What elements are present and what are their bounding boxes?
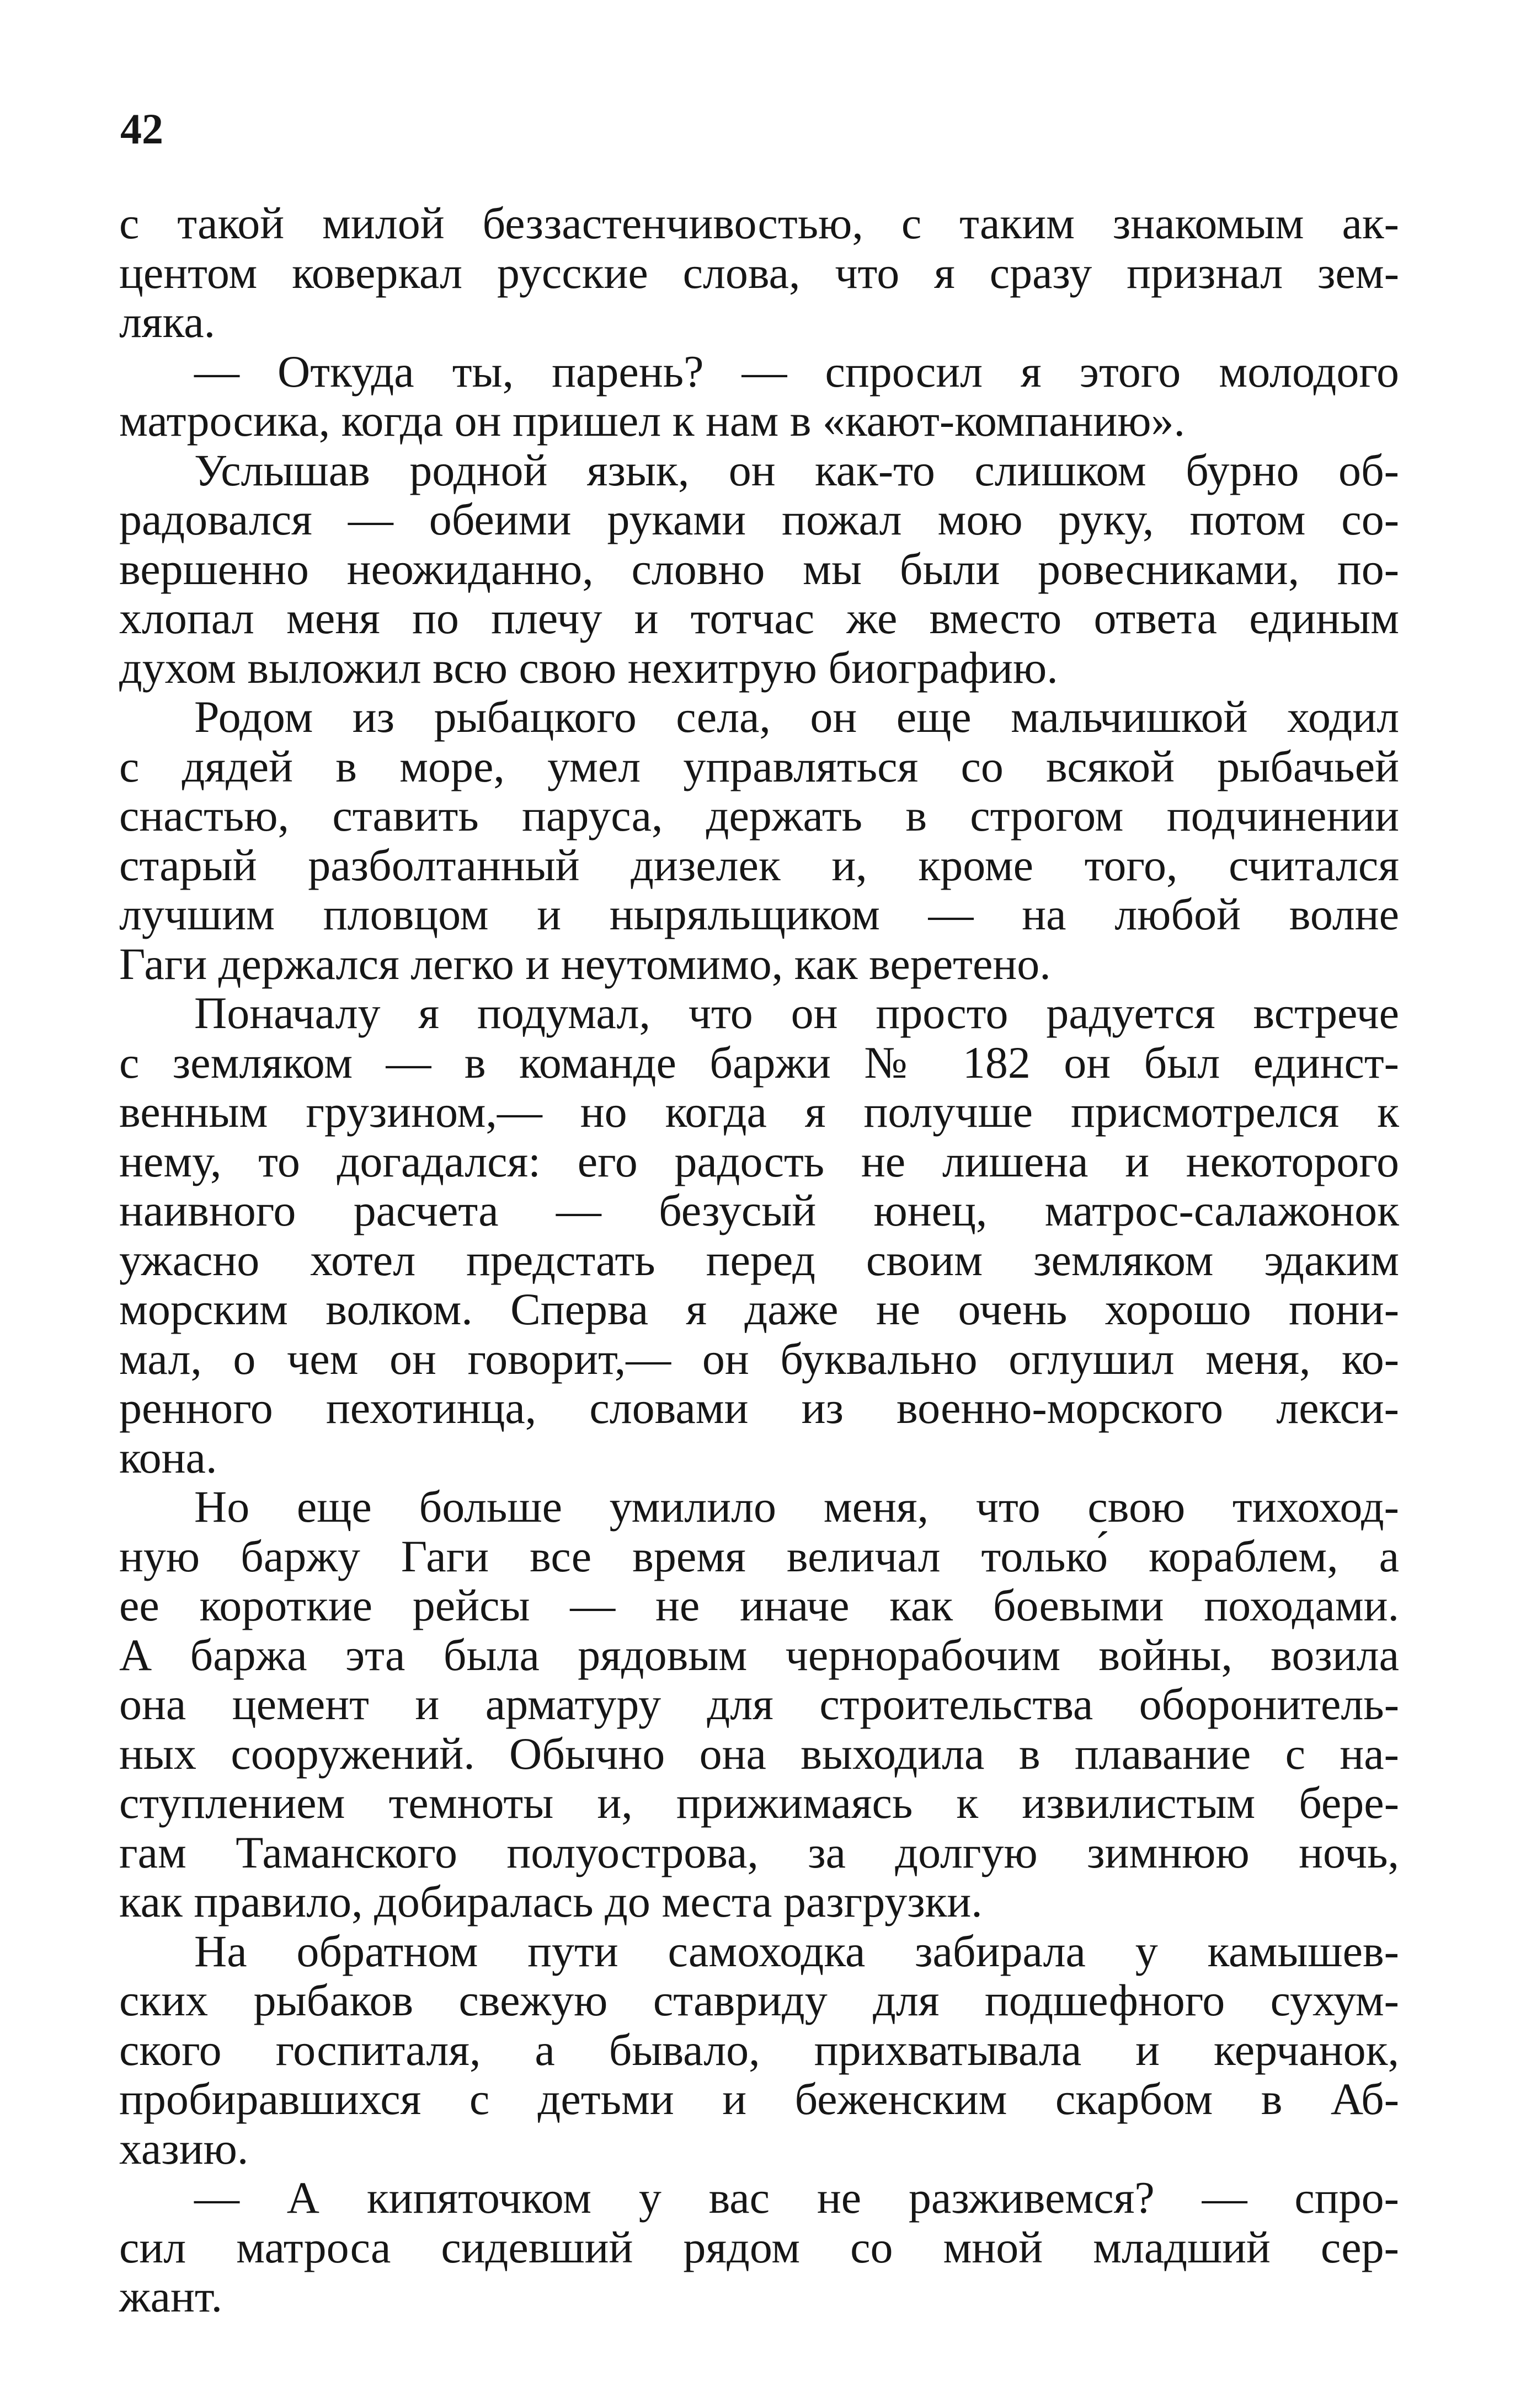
text-line: духом выложил всю свою нехитрую биографию. [119,642,1058,693]
text-line: нему, то догадался: его радость не лишена и некоторого [119,1136,1399,1186]
text-line: ужасно хотел предстать перед своим земляком эдаким [119,1234,1399,1285]
text-line: хлопал меня по плечу и тотчас же вместо ответа единым [119,593,1399,643]
text-line: радовался — обеими руками пожал мою руку, потом со- [119,494,1399,544]
text-line: старый разболтанный дизелек и, кроме того, считался [119,839,1399,890]
body-text [119,199,1399,2321]
text-line: ее короткие рейсы — не иначе как боевыми походами. [119,1580,1399,1630]
text-line: сил матроса сидевший рядом со мной младший сер- [119,2222,1399,2272]
text-line: с такой милой беззастенчивостью, с таким знакомым ак- [119,198,1399,248]
text-line: лучшим пловцом и ныряльщиком — на любой волне [119,889,1399,939]
text-line: с земляком — в команде баржи № 182 он был единст- [119,1037,1399,1088]
text-line: ского госпиталя, а бывало, прихватывала и керчанок, [119,2024,1399,2075]
text-line: жант. [119,2271,223,2321]
text-line: кона. [119,1432,217,1483]
text-line: матросика, когда он пришел к нам в «кают-компанию». [119,395,1186,446]
text-line: ных сооружений. Обычно она выходила в плавание с на- [119,1728,1399,1779]
text-line: Поначалу я подумал, что он просто радуется встрече [194,988,1399,1038]
text-line: венным грузином,— но когда я получше присмотрелся к [119,1087,1399,1137]
text-line: Услышав родной язык, он как-то слишком бурно об- [194,445,1399,495]
text-line: с дядей в море, умел управляться со всякой рыбачьей [119,741,1399,791]
text-line: гам Таманского полуострова, за долгую зимнюю ночь, [119,1827,1399,1877]
text-line: — Откуда ты, парень? — спросил я этого молодого [194,346,1399,397]
text-line: Гаги держался легко и неутомимо, как веретено. [119,938,1051,989]
text-line: она цемент и арматуру для строительства оборонитель- [119,1679,1399,1729]
text-line: хазию. [119,2123,249,2174]
page-number: 42 [120,105,163,153]
text-line: как правило, добиралась до места разгрузки. [119,1876,983,1927]
text-line: морским волком. Сперва я даже не очень хорошо пони- [119,1284,1399,1334]
text-line: На обратном пути самоходка забирала у камышев- [194,1925,1399,1976]
text-line: центом коверкал русские слова, что я сразу признал зем- [119,247,1399,298]
text-line: ную баржу Гаги все время величал только́ кораблем, а [119,1531,1399,1581]
text-line: мал, о чем он говорит,— он буквально оглушил меня, ко- [119,1333,1399,1384]
text-line: снастью, ставить паруса, держать в строгом подчинении [119,790,1399,841]
text-line: Но еще больше умилило меня, что свою тихоход- [194,1481,1399,1532]
text-line: вершенно неожиданно, словно мы были ровесниками, по- [119,543,1399,594]
text-line: пробиравшихся с детьми и беженским скарбом в Аб- [119,2074,1399,2124]
text-line: А баржа эта была рядовым чернорабочим войны, возила [119,1629,1399,1680]
text-line: наивного расчета — безусый юнец, матрос-салажонок [119,1185,1399,1235]
text-line: ских рыбаков свежую ставриду для подшефного сухум- [119,1975,1399,2025]
text-line: ляка. [119,297,216,347]
text-line: — А кипяточком у вас не разживемся? — спро- [194,2172,1399,2223]
text-line: ступлением темноты и, прижимаясь к извилистым бере- [119,1778,1399,1828]
text-line: Родом из рыбацкого села, он еще мальчишкой ходил [194,692,1399,742]
text-line: ренного пехотинца, словами из военно-морского лекси- [119,1383,1399,1433]
